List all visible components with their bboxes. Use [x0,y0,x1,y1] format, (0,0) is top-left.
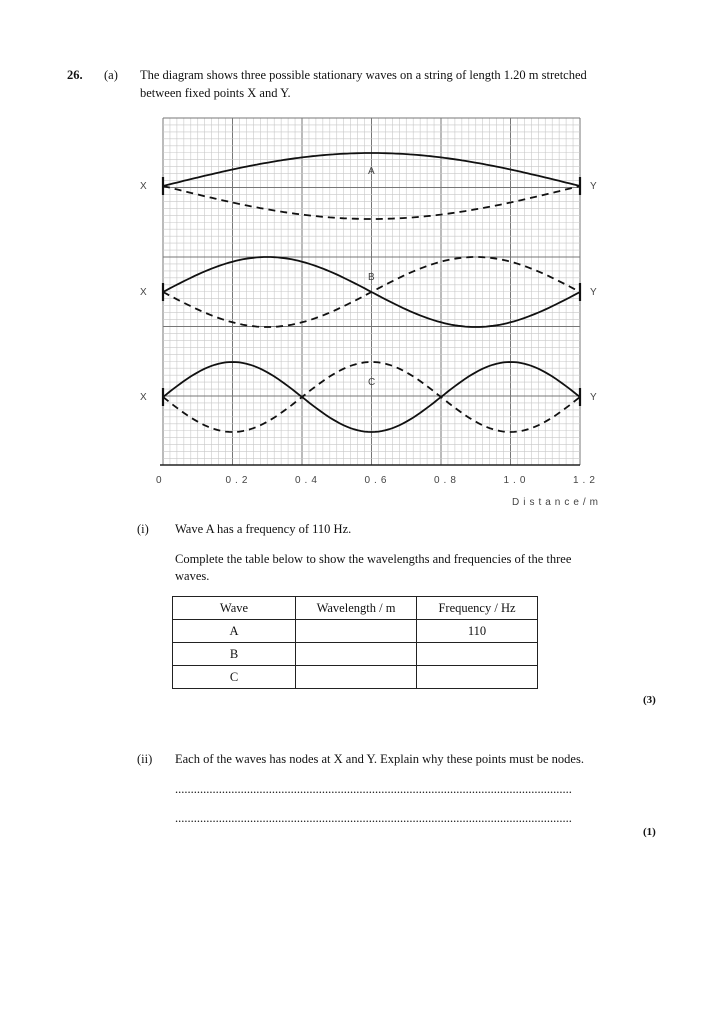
cell-frequency: 110 [417,620,538,643]
cell-wave: C [173,666,296,689]
header-wave: Wave [173,597,296,620]
wave-label-A: A [368,166,375,177]
intro-line-1: The diagram shows three possible stationary waves on a string of length 1.20 m stretched [140,68,587,82]
answer-line-2[interactable]: ............................................................................................................................... [175,811,572,825]
table-row [173,666,538,689]
header-frequency: Frequency / Hz [417,597,538,620]
tick-label: 1.0 [503,475,530,486]
table-row [173,620,538,643]
sub-ii-line-1: Each of the waves has nodes at X and Y. Explain why these points must be nodes. [175,752,584,766]
axis-label: Distance/m [512,497,603,508]
sub-ii-number: (ii) [137,752,153,766]
question-part: (a) [104,68,118,82]
answer-line-1[interactable]: ............................................................................................................................... [175,782,572,796]
cell-wave: B [173,643,296,666]
tick-label: 0.8 [434,475,460,486]
intro-line-2: between fixed points X and Y. [140,86,291,100]
marks-i: (3) [643,694,656,706]
label-y: Y [590,392,597,403]
label-x: X [140,392,147,403]
label-x: X [140,181,147,192]
cell-wavelength-input[interactable] [296,666,417,689]
header-wavelength: Wavelength / m [296,597,417,620]
sub-i-line-2: Complete the table below to show the wavelengths and frequencies of the three [175,552,572,566]
table-row [173,643,538,666]
tick-label: 1.2 [573,475,599,486]
cell-wavelength-input[interactable] [296,643,417,666]
tick-label: 0.4 [295,475,321,486]
marks-ii: (1) [643,826,656,838]
wave-label-C: C [368,377,376,388]
tick-label: 0.2 [225,475,252,486]
tick-label: 0.6 [364,475,391,486]
sub-i-number: (i) [137,522,149,536]
label-x: X [140,287,147,298]
cell-frequency-input[interactable] [417,643,538,666]
cell-frequency-input[interactable] [417,666,538,689]
question-number: 26. [67,68,83,82]
cell-wavelength-input[interactable] [296,620,417,643]
cell-wave: A [173,620,296,643]
wave-table [172,596,538,689]
label-y: Y [590,181,597,192]
label-y: Y [590,287,597,298]
wave-label-B: B [368,272,375,283]
table-header-row [173,597,538,620]
sub-i-line-1: Wave A has a frequency of 110 Hz. [175,522,352,536]
sub-i-line-3: waves. [175,569,210,583]
tick-label: 0 [156,475,166,486]
